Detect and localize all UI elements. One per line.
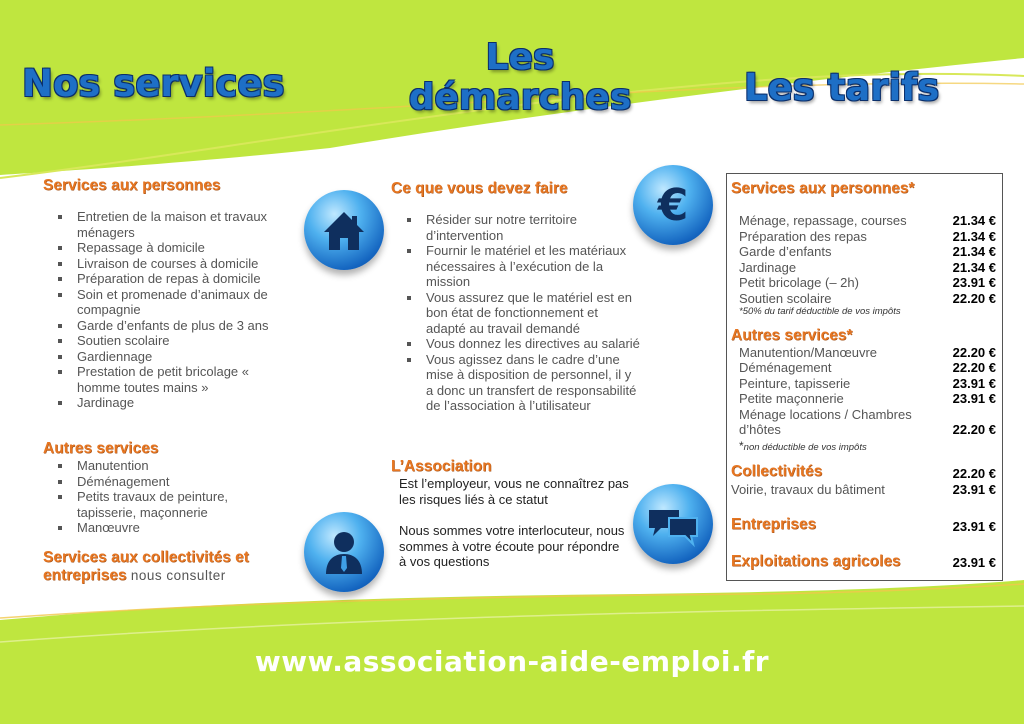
- services-collectivites-heading: [43, 549, 293, 585]
- row-price: 21.34 €: [952, 213, 996, 228]
- collectivites-heading-line1: Services aux collectivités et: [43, 549, 249, 566]
- list-item: Livraison de courses à domicile: [55, 256, 283, 272]
- ce-que-vous-devez-faire-heading: Ce que vous devez faire: [391, 180, 568, 197]
- autres-services-list: [55, 458, 283, 536]
- tarifs-title: Les tarifs: [744, 66, 940, 109]
- tarifs-personnes-note: *50% du tarif déductible de vos impôts: [739, 306, 901, 317]
- row-label: Garde d’enfants: [739, 244, 832, 259]
- list-item: Vous agissez dans le cadre d’une mise à disposition de personnel, il y a donc un transfert de responsabilité de l’association à l’utilisateur: [404, 352, 640, 414]
- list-item: Vous donnez les directives au salarié: [404, 336, 640, 352]
- row-price: 22.20 €: [952, 291, 996, 306]
- association-paragraph-2: Nous sommes votre interlocuteur, nous sommes à votre écoute pour répondre à vos questions: [399, 523, 625, 569]
- list-item: Soutien scolaire: [55, 333, 283, 349]
- row-label: Manutention/Manœuvre: [739, 345, 878, 360]
- services-title: Nos services: [22, 62, 285, 105]
- tarifs-autres-heading: Autres services*: [731, 327, 853, 344]
- tarifs-agricoles-heading: Exploitations agricoles: [731, 553, 901, 570]
- row-label: Ménage locations / Chambres: [739, 407, 912, 422]
- demarches-title: [400, 38, 640, 118]
- row-price: 23.91 €: [952, 275, 996, 290]
- list-item: Gardiennage: [55, 349, 283, 365]
- tarifs-autres-note: [739, 439, 867, 453]
- row-label: Ménage, repassage, courses: [739, 213, 907, 228]
- row-price: 23.91 €: [952, 482, 996, 497]
- row-price: 22.20 €: [952, 360, 996, 375]
- tarifs-table: [726, 173, 1003, 581]
- demarches-title-line1: Les: [485, 37, 555, 78]
- list-item: Déménagement: [55, 474, 283, 490]
- row-price: 23.91 €: [952, 391, 996, 406]
- demarches-title-line2: démarches: [408, 77, 632, 118]
- list-item: Manutention: [55, 458, 283, 474]
- row-price: 23.91 €: [952, 519, 996, 534]
- website-url[interactable]: www.association-aide-emploi.fr: [254, 645, 770, 678]
- services-personnes-heading: Services aux personnes: [43, 177, 221, 194]
- demarches-list: [404, 212, 640, 414]
- row-label: Voirie, travaux du bâtiment: [731, 482, 885, 497]
- row-label: d’hôtes: [739, 422, 781, 437]
- list-item: Manœuvre: [55, 520, 283, 536]
- list-item: Préparation de repas à domicile: [55, 271, 283, 287]
- autres-services-heading: Autres services: [43, 440, 159, 457]
- row-price: 23.91 €: [952, 555, 996, 570]
- row-price: 23.91 €: [952, 376, 996, 391]
- tarifs-collectivites-heading: Collectivités: [731, 463, 823, 480]
- row-price: 22.20 €: [952, 345, 996, 360]
- collectivites-consult-text: nous consulter: [130, 568, 226, 583]
- list-item: Vous assurez que le matériel est en bon état de fonctionnement et adapté au travail demandé: [404, 290, 640, 337]
- chat-bubbles-icon: [633, 484, 713, 564]
- svg-text:€: €: [657, 180, 689, 231]
- association-paragraph-1: Est l’employeur, vous ne connaîtrez pas les risques liés à ce statut: [399, 476, 629, 507]
- list-item: Entretien de la maison et travaux ménagers: [55, 209, 283, 240]
- row-label: Soutien scolaire: [739, 291, 832, 306]
- list-item: Soin et promenade d’animaux de compagnie: [55, 287, 283, 318]
- list-item: Prestation de petit bricolage « homme toutes mains »: [55, 364, 283, 395]
- euro-icon: [633, 165, 713, 245]
- list-item: Garde d’enfants de plus de 3 ans: [55, 318, 283, 334]
- list-item: Jardinage: [55, 395, 283, 411]
- services-personnes-list: [55, 209, 283, 411]
- row-label: Préparation des repas: [739, 229, 867, 244]
- note-text: non déductible de vos impôts: [743, 442, 867, 453]
- association-heading: L’Association: [391, 458, 492, 475]
- note-star: *: [739, 439, 744, 453]
- list-item: Résider sur notre territoire d’intervention: [404, 212, 640, 243]
- list-item: Fournir le matériel et les matériaux nécessaires à l’exécution de la mission: [404, 243, 640, 290]
- tarifs-personnes-heading: Services aux personnes*: [731, 180, 915, 197]
- tarifs-entreprises-heading: Entreprises: [731, 516, 817, 533]
- row-price: 21.34 €: [952, 244, 996, 259]
- row-price: 22.20 €: [952, 466, 996, 481]
- row-label: Peinture, tapisserie: [739, 376, 851, 391]
- list-item: Repassage à domicile: [55, 240, 283, 256]
- person-icon: [304, 512, 384, 592]
- house-icon: [304, 190, 384, 270]
- row-price: 21.34 €: [952, 229, 996, 244]
- row-label: Déménagement: [739, 360, 832, 375]
- list-item: Petits travaux de peinture, tapisserie, maçonnerie: [55, 489, 283, 520]
- row-price: 22.20 €: [952, 422, 996, 437]
- row-label: Jardinage: [739, 260, 797, 275]
- collectivites-heading-line2: entreprises: [43, 567, 127, 584]
- row-price: 21.34 €: [952, 260, 996, 275]
- row-label: Petit bricolage (– 2h): [739, 275, 859, 290]
- row-label: Petite maçonnerie: [739, 391, 844, 406]
